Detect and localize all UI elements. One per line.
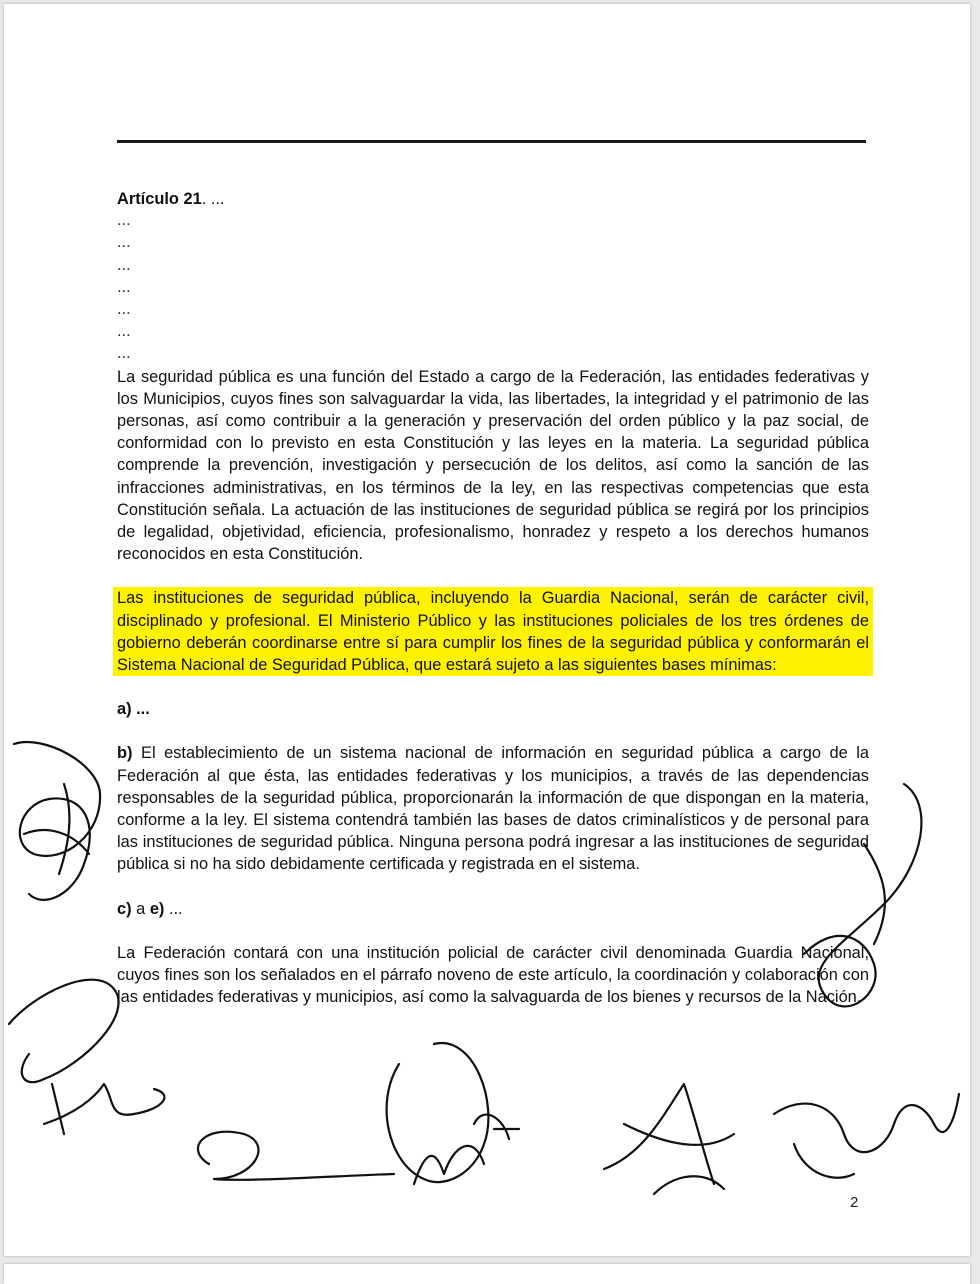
ellipsis-line: ... [117,322,131,341]
signature-right-center [604,1084,734,1194]
next-page-edge [4,1264,970,1284]
page-number: 2 [850,1194,859,1211]
ellipsis-line: ... [117,344,131,363]
ellipsis-list [117,210,869,365]
ellipsis-line: ... [117,255,131,274]
item-c-to-e: c) a e) ... [117,899,183,918]
item-b-label: b) [117,744,133,763]
item-b-text: El establecimiento de un sistema nacional de información en seguridad pública a cargo de la Federación al que ésta, las entidades federativas y los municipios, a través de las dependencias responsables de la seguridad pública, proporcionarán la información de que dispongan en la materia, conforme a la ley. El sistema contendrá también las bases de datos criminalísticos y de personal para las instituciones de seguridad pública. Ninguna persona podrá ingresar a las instituciones de seguridad pública si no ha sido debidamente certificada y registrada en el sistema. [117,744,869,874]
ellipsis-line: ... [117,277,131,296]
paragraph-seguridad-publica: La seguridad pública es una función del Estado a cargo de la Federación, las entidades federativas y los Municipios, cuyos fines son salvaguardar la vida, las libertades, la integridad y el patrimonio de las personas, así como contribuir a la generación y preservación del orden público y la paz social, de conformidad con lo previsto en esta Constitución y las leyes en la materia. La seguridad pública comprende la prevención, investigación y persecución de los delitos, así como la sanción de las infracciones administrativas, en los términos de la ley, en las respectivas competencias que esta Constitución señala. La actuación de las instituciones de seguridad pública se regirá por los principios de legalidad, objetividad, eficiencia, profesionalismo, honradez y respeto a los derechos humanos reconocidos en esta Constitución. [117,367,869,564]
signature-left-upper [14,742,100,900]
signature-center [387,1043,519,1184]
item-b [117,742,869,875]
document-page [4,4,970,1256]
ellipsis-line: ... [117,299,131,318]
paragraph-instituciones: Las instituciones de seguridad pública, incluyendo la Guardia Nacional, serán de carácter civil, disciplinado y profesional. El Ministerio Público y las instituciones policiales de los tres órdenes de gobierno deberán coordinarse entre sí para cumplir los fines de la seguridad pública y conformarán el Sistema Nacional de Seguridad Pública, que estará sujeto a las siguientes bases mínimas: [117,589,869,674]
signature-right-lower [774,1094,959,1178]
article-heading: Artículo 21. ... [117,190,225,208]
header-rule [117,140,866,143]
paragraph-guardia-nacional: La Federación contará con una institución policial de carácter civil denominada Guardia Nacional, cuyos fines son los señalados en el párrafo noveno de este artículo, la coordinación y colaboración con las entidades federativas y municipios, así como la salvaguarda de los bienes y recursos de la Nación. [117,943,869,1007]
signature-bottom-center-left [198,1132,394,1180]
highlighted-paragraph [113,587,873,676]
ellipsis-line: ... [117,211,131,230]
ellipsis-line: ... [117,233,131,252]
document-body [117,188,869,1008]
item-a: a) ... [117,700,150,719]
